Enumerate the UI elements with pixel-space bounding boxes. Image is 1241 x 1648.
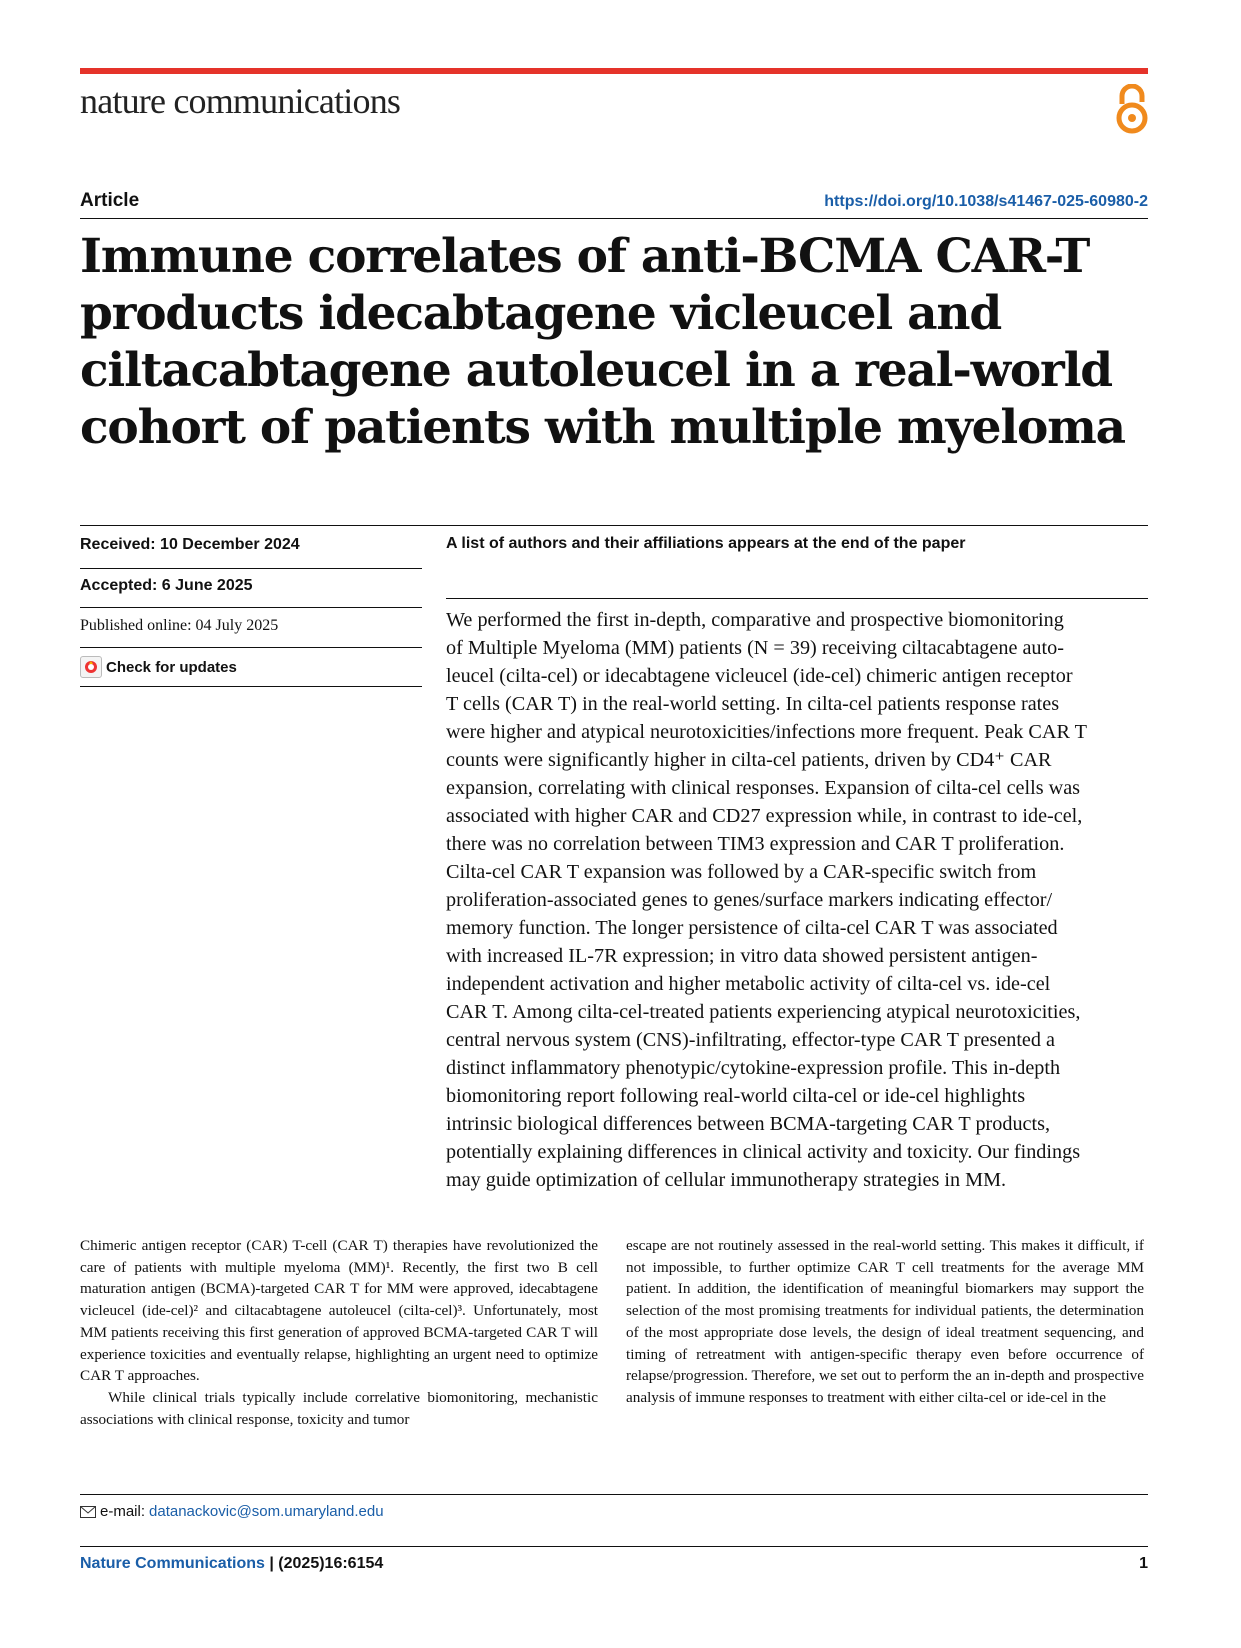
check-updates-label: Check for updates: [106, 658, 237, 676]
journal-logo: nature communications: [80, 81, 401, 121]
abstract-line: potentially explaining differences in clinical activity and toxicity. Our findings: [446, 1141, 1081, 1163]
abstract-line: with increased IL-7R expression; in vitro data showed persistent antigen-: [446, 945, 1038, 967]
body-paragraph: escape are not routinely assessed in the real-world setting. This makes it difficult, if not impossible, to further optimize CAR T cell treatments for the average MM patient. In addition, the identification of meaningful biomarkers may support the selection of the most promising treatments for individual patients, the determination of the most appropriate dose levels, the design of ideal treatment sequencing, and timing of retreatment with antigen-specific therapy even before occurrence of relapse/progression. Therefore, we set out to perform the an in-depth and prospective analysis of immune responses to treatment with either cilta-cel or ide-cel in the: [626, 1237, 1144, 1406]
footer-volume: | (2025)16:6154: [264, 1555, 384, 1572]
accepted-date: Accepted: 6 June 2025: [80, 577, 253, 594]
abstract-line: Cilta-cel CAR T expansion was followed by a CAR-specific switch from: [446, 861, 1037, 883]
abstract-line: memory function. The longer persistence of cilta-cel CAR T was associated: [446, 917, 1058, 939]
meta-divider: [80, 686, 422, 687]
footer-journal-link[interactable]: Nature Communications: [80, 1555, 265, 1572]
abstract-line: leucel (cilta-cel) or idecabtagene vicleucel (ide-cel) chimeric antigen receptor: [446, 665, 1073, 687]
abstract-line: We performed the first in-depth, comparative and prospective biomonitoring: [446, 609, 1064, 631]
meta-divider: [80, 647, 422, 648]
envelope-icon: [80, 1506, 96, 1518]
body-column-right: [626, 1235, 1144, 1409]
body-paragraph: While clinical trials typically include correlative biomonitoring, mechanistic associations with clinical response, toxicity and tumor: [80, 1388, 598, 1428]
contact-rule: [80, 1494, 1148, 1495]
abstract-line: distinct inflammatory phenotypic/cytokine-expression profile. This in-depth: [446, 1057, 1061, 1079]
abstract-line: T cells (CAR T) in the real-world setting. In cilta-cel patients response rates: [446, 693, 1060, 715]
abstract-line: intrinsic biological differences between BCMA-targeting CAR T products,: [446, 1113, 1051, 1135]
abstract-rule: [446, 598, 1148, 599]
title-line: Immune correlates of anti-BCMA CAR-T: [80, 229, 1090, 284]
published-date: Published online: 04 July 2025: [80, 617, 279, 634]
check-updates-button[interactable]: [80, 656, 422, 678]
article-title: [80, 228, 1160, 456]
abstract: [446, 606, 1158, 1194]
body-paragraph: Chimeric antigen receptor (CAR) T-cell (CAR T) therapies have revolutionized the care of patients with multiple myeloma (MM)¹. Recently, the first two B cell maturation antigen (BCMA)-targeted CAR T for MM were approved, idecabtagene vicleucel (ide-cel)² and ciltacabtagene autoleucel (cilta-cel)³. Unfortunately, most MM patients receiving this first generation of approved BCMA-targeted CAR T will experience toxicities and eventually relapse, highlighting an urgent need to optimize CAR T approaches.: [80, 1237, 598, 1385]
doi-link[interactable]: https://doi.org/10.1038/s41467-025-60980-2: [824, 193, 1148, 210]
title-line: cohort of patients with multiple myeloma: [80, 400, 1125, 455]
open-access-icon: [1112, 84, 1152, 136]
check-updates-icon: [80, 656, 102, 678]
received-date: Received: 10 December 2024: [80, 536, 300, 553]
footer-rule: [80, 1546, 1148, 1547]
abstract-line: central nervous system (CNS)-infiltrating, effector-type CAR T presented a: [446, 1029, 1055, 1051]
journal-accent-bar: [80, 68, 1148, 74]
abstract-line: CAR T. Among cilta-cel-treated patients experiencing atypical neurotoxicities,: [446, 1001, 1081, 1023]
footer-citation: [80, 1555, 383, 1573]
abstract-line: there was no correlation between TIM3 expression and CAR T proliferation.: [446, 833, 1065, 855]
authors-note: A list of authors and their affiliations appears at the end of the paper: [446, 535, 966, 552]
abstract-line: of Multiple Myeloma (MM) patients (N = 39) receiving ciltacabtagene auto-: [446, 637, 1064, 659]
title-line: products idecabtagene vicleucel and: [80, 286, 1002, 341]
abstract-line: proliferation-associated genes to genes/surface markers indicating effector/: [446, 889, 1053, 911]
header-rule: [80, 218, 1148, 219]
meta-divider: [80, 607, 422, 608]
abstract-line: counts were significantly higher in cilta-cel patients, driven by CD4⁺ CAR: [446, 749, 1052, 771]
contact-email: [80, 1503, 384, 1520]
abstract-line: independent activation and higher metabolic activity of cilta-cel vs. ide-cel: [446, 973, 1051, 995]
abstract-line: biomonitoring report following real-world cilta-cel or ide-cel highlights: [446, 1085, 1026, 1107]
meta-divider: [80, 568, 422, 569]
email-label: e-mail:: [100, 1503, 146, 1520]
title-line: ciltacabtagene autoleucel in a real-world: [80, 343, 1112, 398]
abstract-line: associated with higher CAR and CD27 expression while, in contrast to ide-cel,: [446, 805, 1083, 827]
body-column-left: [80, 1235, 598, 1430]
title-rule: [80, 525, 1148, 526]
abstract-line: expansion, correlating with clinical responses. Expansion of cilta-cel cells was: [446, 777, 1081, 799]
page-number: 1: [1139, 1555, 1148, 1572]
abstract-line: were higher and atypical neurotoxicities/infections more frequent. Peak CAR T: [446, 721, 1087, 743]
article-type: Article: [80, 190, 140, 211]
abstract-line: may guide optimization of cellular immunotherapy strategies in MM.: [446, 1169, 1007, 1191]
email-link[interactable]: datanackovic@som.umaryland.edu: [149, 1503, 384, 1520]
